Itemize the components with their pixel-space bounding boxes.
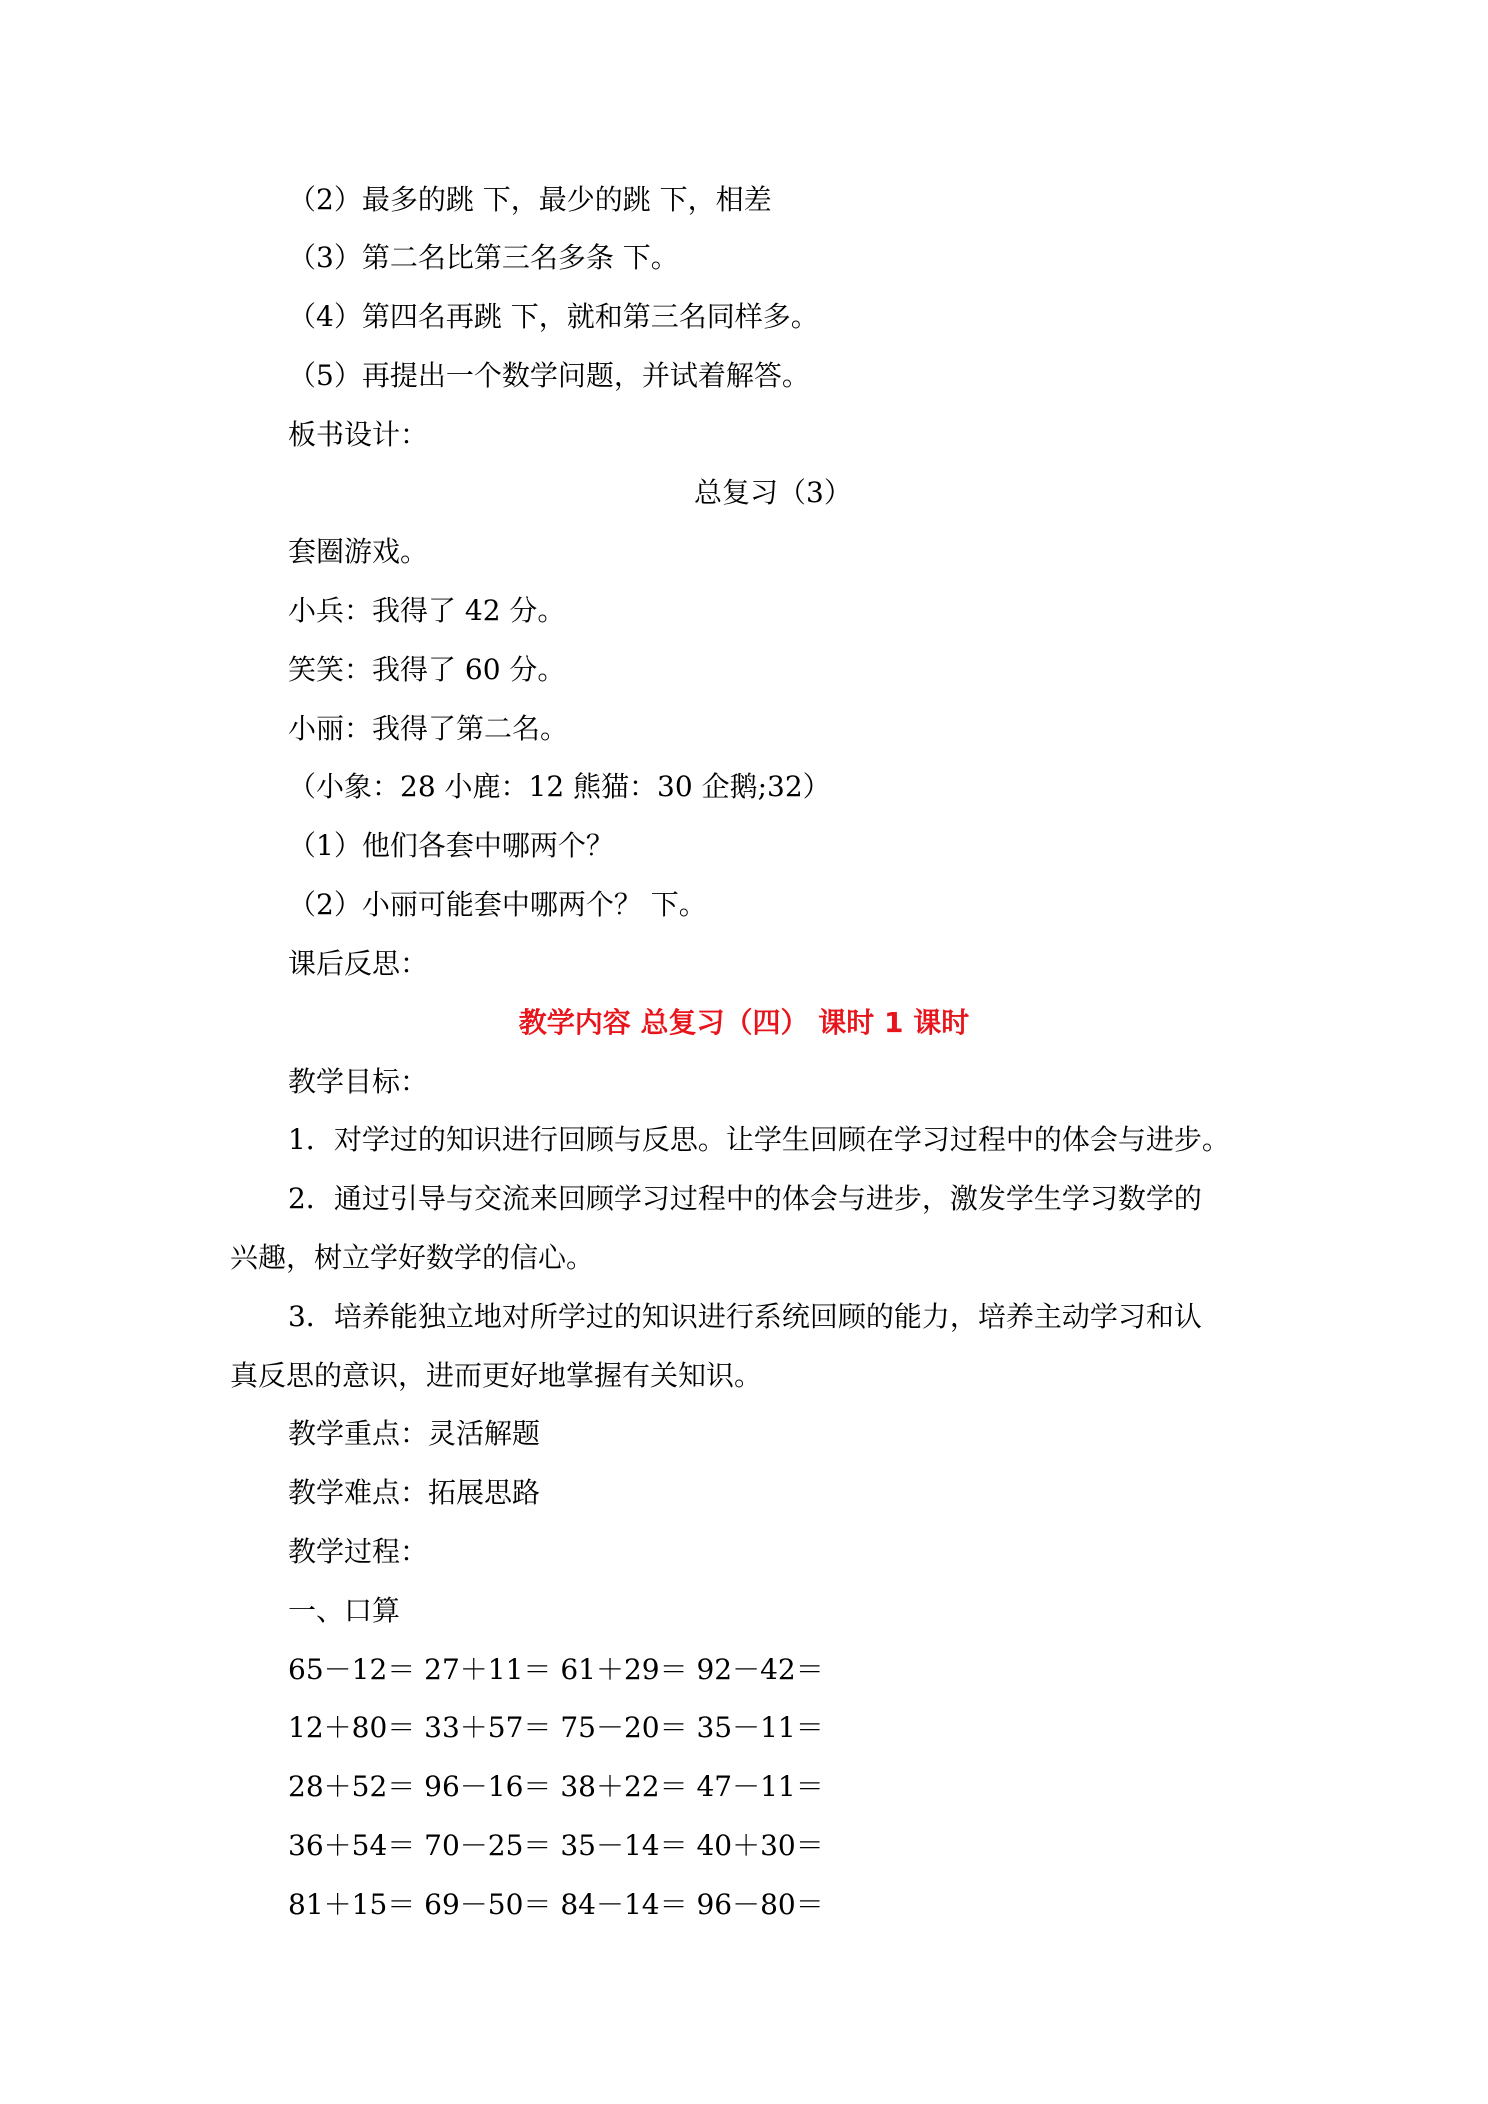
- board-design-title: 总复习（3）: [694, 476, 852, 509]
- difficult-point-line: 教学难点：拓展思路: [288, 1476, 541, 1509]
- question-3-line: （3）第二名比第三名多条 下。: [288, 241, 679, 274]
- question-2-xiaoli-line: （2）小丽可能套中哪两个？ 下。: [288, 888, 707, 921]
- calculation-row-2: 12＋80＝ 33＋57＝ 75－20＝ 35－11＝: [288, 1711, 824, 1744]
- board-design-label: 板书设计：: [288, 418, 429, 451]
- objectives-label: 教学目标：: [288, 1065, 429, 1098]
- objective-1-line: 1．对学过的知识进行回顾与反思。让学生回顾在学习过程中的体会与进步。: [288, 1123, 1230, 1156]
- xiaoli-line: 小丽：我得了第二名。: [288, 712, 569, 745]
- objective-3-continuation: 真反思的意识，进而更好地掌握有关知识。: [230, 1359, 763, 1392]
- calculation-row-3: 28＋52＝ 96－16＝ 38＋22＝ 47－11＝: [288, 1770, 824, 1803]
- objective-2-continuation: 兴趣，树立学好数学的信心。: [230, 1241, 595, 1274]
- question-4-line: （4）第四名再跳 下，就和第三名同样多。: [288, 300, 819, 333]
- key-point-line: 教学重点：灵活解题: [288, 1417, 541, 1450]
- animal-scores-line: （小象：28 小鹿：12 熊猫：30 企鹅;32）: [288, 770, 831, 803]
- xiaoxiao-line: 笑笑：我得了 60 分。: [288, 653, 566, 686]
- calculation-row-4: 36＋54＝ 70－25＝ 35－14＝ 40＋30＝: [288, 1829, 824, 1862]
- reflection-label: 课后反思：: [288, 947, 429, 980]
- question-1-pairs-line: （1）他们各套中哪两个？: [288, 829, 614, 862]
- calculation-row-1: 65－12＝ 27＋11＝ 61＋29＝ 92－42＝: [288, 1653, 824, 1686]
- objective-3-line: 3．培养能独立地对所学过的知识进行系统回顾的能力，培养主动学习和认: [288, 1300, 1202, 1333]
- game-title-line: 套圈游戏。: [288, 535, 429, 568]
- xiaobing-line: 小兵：我得了 42 分。: [288, 594, 566, 627]
- objective-2-line: 2．通过引导与交流来回顾学习过程中的体会与进步，激发学生学习数学的: [288, 1182, 1202, 1215]
- lesson-heading: 教学内容 总复习（四） 课时 1 课时: [518, 1006, 970, 1039]
- process-label: 教学过程：: [288, 1535, 429, 1568]
- question-5-line: （5）再提出一个数学问题，并试着解答。: [288, 359, 810, 392]
- oral-calculation-heading: 一、口算: [288, 1594, 401, 1627]
- calculation-row-5: 81＋15＝ 69－50＝ 84－14＝ 96－80＝: [288, 1888, 824, 1921]
- question-2-line: （2）最多的跳 下，最少的跳 下，相差: [288, 183, 772, 216]
